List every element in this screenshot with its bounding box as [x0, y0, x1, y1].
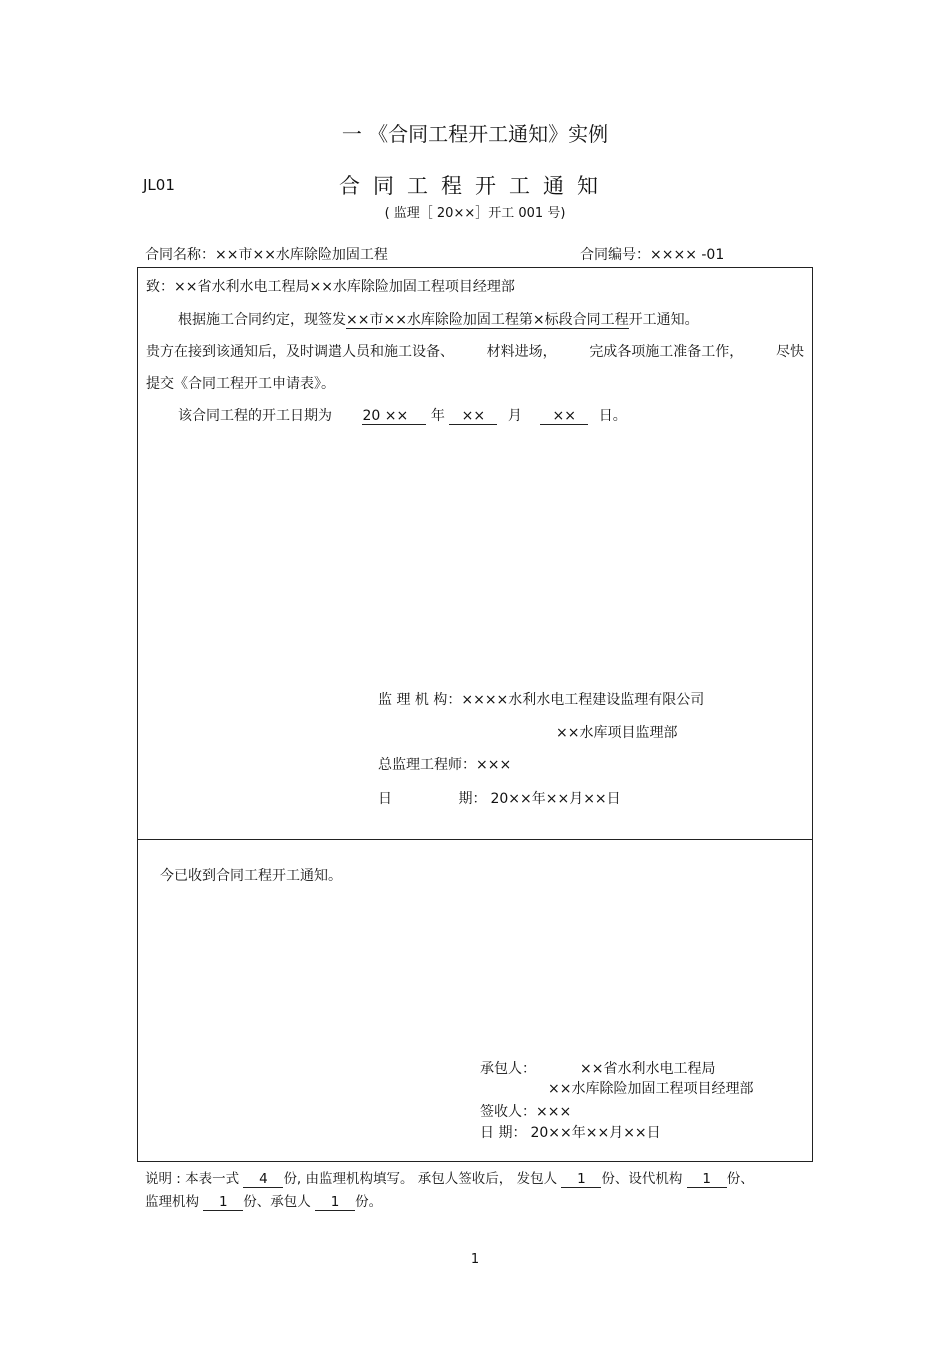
footer-text-a: 说明 : 本表一式 [145, 1171, 240, 1187]
signer-name: ××× [536, 1104, 572, 1120]
contract-number: 合同编号：×××× -01 [580, 247, 725, 263]
supervisor-date-label-1: 日 [378, 791, 392, 807]
contract-name: 合同名称：××市××水库除险加固工程 [145, 247, 388, 263]
start-date-line [178, 405, 627, 425]
notice-line-2-part-1: 贵方在接到该通知后，及时调遣人员和施工设备、 [146, 344, 454, 360]
start-date-label: 该合同工程的开工日期为 [178, 408, 332, 424]
start-date-year: 20 ×× [362, 408, 426, 425]
supervisor-org-line [378, 689, 704, 709]
copies-total: 4 [243, 1171, 283, 1188]
contractor-name: ××省水利水电工程局 [580, 1061, 716, 1077]
notice-line-1-suffix: 开工通知。 [628, 312, 699, 328]
footer-text-b: 份, 由监理机构填写。 承包人签收后， 发包人 [283, 1171, 558, 1187]
start-date-month-unit: 月 [507, 408, 522, 424]
form-code: JL01 [143, 176, 175, 194]
copies-contractor: 1 [315, 1194, 355, 1211]
copies-owner: 1 [561, 1171, 601, 1188]
footer-text-c: 份、设代机构 [601, 1171, 683, 1187]
notice-line-2-part-4: 尽快 [775, 344, 804, 360]
supervisor-date-line [378, 788, 621, 808]
signer-label: 签收人： [480, 1104, 536, 1120]
start-date-year-unit: 年 [430, 408, 445, 424]
notice-box [137, 267, 813, 840]
footer-text-g: 份。 [355, 1194, 383, 1210]
notice-line-1-prefix: 根据施工合同约定，现签发 [178, 312, 346, 328]
footer-note-line-2 [145, 1190, 382, 1211]
supervisor-org-name: ××××水利水电工程建设监理有限公司 [461, 692, 705, 708]
notice-line-2-part-2: 材料进场， [486, 344, 557, 360]
footer-text-e: 监理机构 [145, 1194, 199, 1210]
receipt-date-value: 20××年××月××日 [530, 1125, 661, 1141]
receipt-box [137, 839, 813, 1162]
chief-engineer-name: ××× [476, 757, 512, 773]
receipt-date-line [480, 1122, 661, 1142]
footer-text-f: 份、承包人 [243, 1194, 311, 1210]
notice-line-2 [146, 341, 804, 361]
notice-line-1 [178, 309, 699, 329]
chief-engineer-line [378, 754, 511, 774]
page-number: 1 [470, 1252, 480, 1267]
page-heading: 一 《合同工程开工通知》实例 [341, 122, 609, 146]
start-date-day: ×× [540, 408, 588, 425]
footer-text-d: 份、 [726, 1171, 754, 1187]
contractor-line [480, 1058, 715, 1078]
supervisor-date-value: 20××年××月××日 [490, 791, 621, 807]
start-date-month: ×× [449, 408, 497, 425]
contractor-label: 承包人： [480, 1061, 536, 1077]
signer-line [480, 1101, 571, 1121]
receipt-text: 今已收到合同工程开工通知。 [160, 868, 342, 884]
start-date-day-unit: 日。 [598, 408, 627, 424]
supervisor-org-label: 监 理 机 构： [378, 692, 462, 708]
form-subtitle: ( 监理［ 20××］开工 001 号) [384, 206, 566, 221]
notice-line-3: 提交《合同工程开工申请表》。 [146, 376, 335, 392]
notice-tender-name: ××市××水库除险加固工程第×标段合同工程 [346, 312, 629, 328]
notice-recipient: 致：××省水利水电工程局××水库除险加固工程项目经理部 [146, 279, 515, 295]
copies-supervisor: 1 [203, 1194, 243, 1211]
contractor-dept: ××水库除险加固工程项目经理部 [548, 1081, 754, 1097]
notice-line-2-part-3: 完成各项施工准备工作， [589, 344, 744, 360]
receipt-date-label: 日 期： [480, 1125, 527, 1141]
footer-note-line-1 [145, 1167, 754, 1188]
chief-engineer-label: 总监理工程师： [378, 757, 476, 773]
supervisor-dept: ××水库项目监理部 [556, 725, 678, 741]
copies-design: 1 [687, 1171, 727, 1188]
form-title: 合同工程开工通知 [339, 174, 611, 198]
supervisor-date-label-2: 期： [458, 791, 487, 807]
